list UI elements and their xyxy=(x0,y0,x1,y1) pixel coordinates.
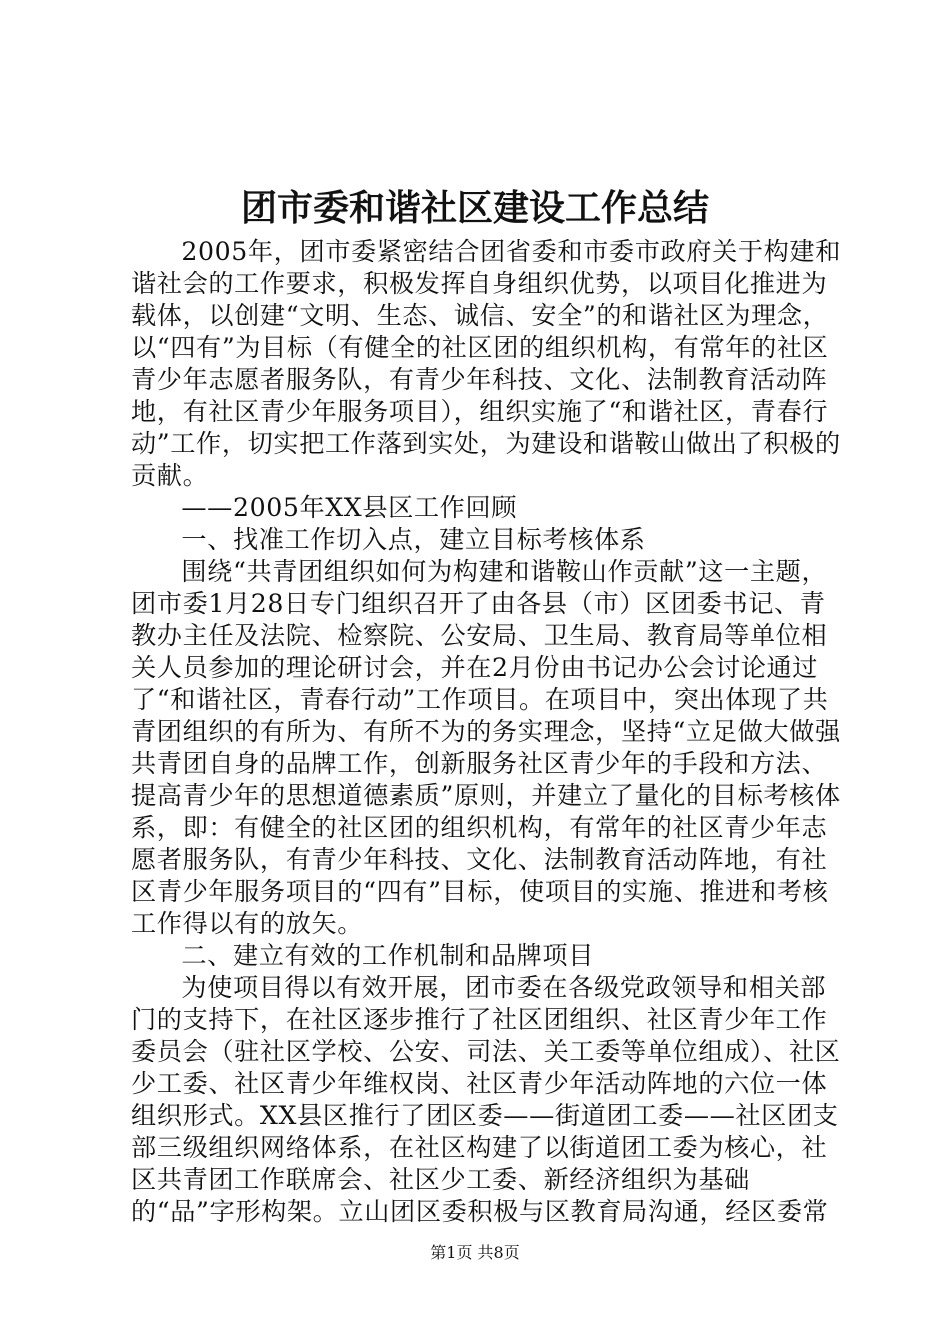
paragraph-section-2: 为使项目得以有效开展，团市委在各级党政领导和相关部门的支持下，在社区逐步推行了社区团组织、社区青少年工作委员会（驻社区学校、公安、司法、关工委等单位组成）、社区少工委、社区青少年维权岗、社区青少年活动阵地的六位一体组织形式。XX县区推行了团区委——街道团工委——社区团支部三级组织网络体系，在社区构建了以街道团工委为核心，社区共青团工作联席会、社区少工委、新经济组织为基础的“品”字形构架。立山团区委积极与区教育局沟通，经区委常 xyxy=(131,973,841,1226)
paragraph-intro: 2005年，团市委紧密结合团省委和市委市政府关于构建和谐社会的工作要求，积极发挥自身组织优势，以项目化推进为载体，以创建“文明、生态、诚信、安全”的和谐社区为理念，以“四有”为目标（有健全的社区团的组织机构，有常年的社区青少年志愿者服务队，有青少年科技、文化、法制教育活动阵地，有社区青少年服务项目），组织实施了“和谐社区，青春行动”工作，切实把工作落到实处，为建设和谐鞍山做出了积极的贡献。 xyxy=(131,237,842,490)
section-heading-2: 二、建立有效的工作机制和品牌项目 xyxy=(181,941,594,970)
section-heading-1: 一、找准工作切入点，建立目标考核体系 xyxy=(181,525,646,554)
page-footer: 第1页 共8页 xyxy=(430,1243,520,1262)
document-body xyxy=(131,236,841,1228)
paragraph-subtitle: ——2005年XX县区工作回顾 xyxy=(181,493,518,522)
paragraph-section-1: 围绕“共青团组织如何为构建和谐鞍山作贡献”这一主题，团市委1月28日专门组织召开了由各县（市）区团委书记、青教办主任及法院、检察院、公安局、卫生局、教育局等单位相关人员参加的理论研讨会，并在2月份由书记办公会讨论通过了“和谐社区，青春行动”工作项目。在项目中，突出体现了共青团组织的有所为、有所不为的务实理念，坚持“立足做大做强共青团自身的品牌工作，创新服务社区青少年的手段和方法、提高青少年的思想道德素质”原则，并建立了量化的目标考核体系，即：有健全的社区团的组织机构，有常年的社区青少年志愿者服务队，有青少年科技、文化、法制教育活动阵地，有社区青少年服务项目的“四有”目标，使项目的实施、推进和考核工作得以有的放矢。 xyxy=(131,557,841,938)
document-title: 团市委和谐社区建设工作总结 xyxy=(240,187,709,229)
